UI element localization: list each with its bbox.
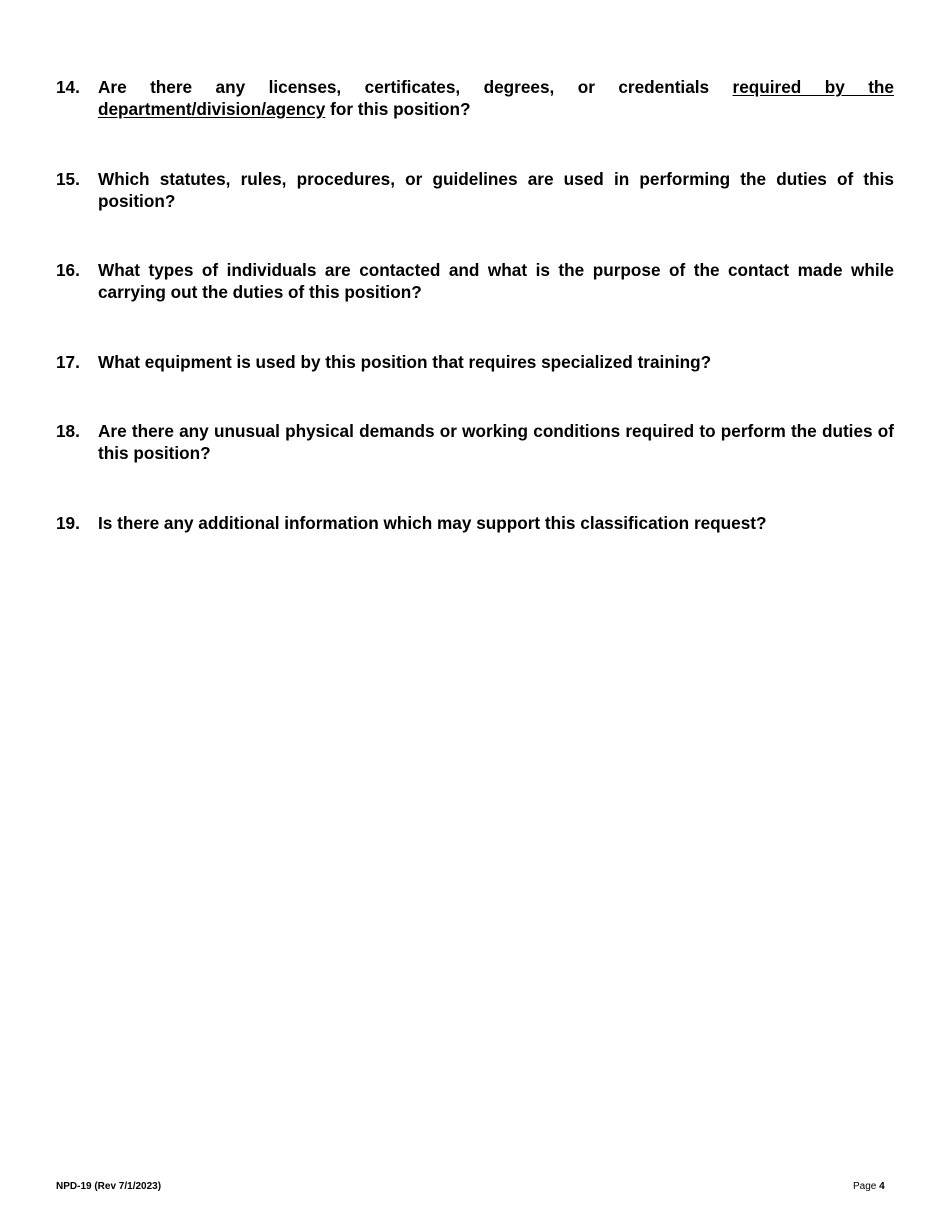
question-text: Which statutes, rules, procedures, or guidelines are used in performing the duties of this position? [98, 169, 894, 211]
page-indicator [853, 1181, 885, 1192]
question-17 [56, 352, 894, 374]
question-19 [56, 513, 894, 535]
question-text: What types of individuals are contacted and what is the purpose of the contact made while carrying out the duties of this position? [98, 260, 894, 302]
page-label: Page [853, 1181, 877, 1192]
underlined-requirement: required by the department/division/agency [98, 77, 894, 119]
form-id: NPD-19 (Rev 7/1/2023) [56, 1181, 162, 1192]
question-text: Are there any unusual physical demands or working conditions required to perform the duties of this position? [98, 421, 894, 463]
question-text: What equipment is used by this position that requires specialized training? [98, 352, 712, 372]
question-number: 14. [56, 77, 80, 97]
page-number: 4 [879, 1181, 885, 1192]
question-15 [56, 169, 894, 212]
question-number: 16. [56, 260, 80, 280]
question-14 [56, 77, 894, 120]
question-16 [56, 260, 894, 303]
question-18 [56, 421, 894, 464]
question-number: 18. [56, 421, 80, 441]
question-text: Is there any additional information which may support this classification request? [98, 513, 767, 533]
question-number: 15. [56, 169, 80, 189]
question-text: Are there any licenses, certificates, degrees, or credentials required by the department/division/agency for this position? [98, 77, 894, 119]
question-number: 19. [56, 513, 80, 533]
question-number: 17. [56, 352, 80, 372]
